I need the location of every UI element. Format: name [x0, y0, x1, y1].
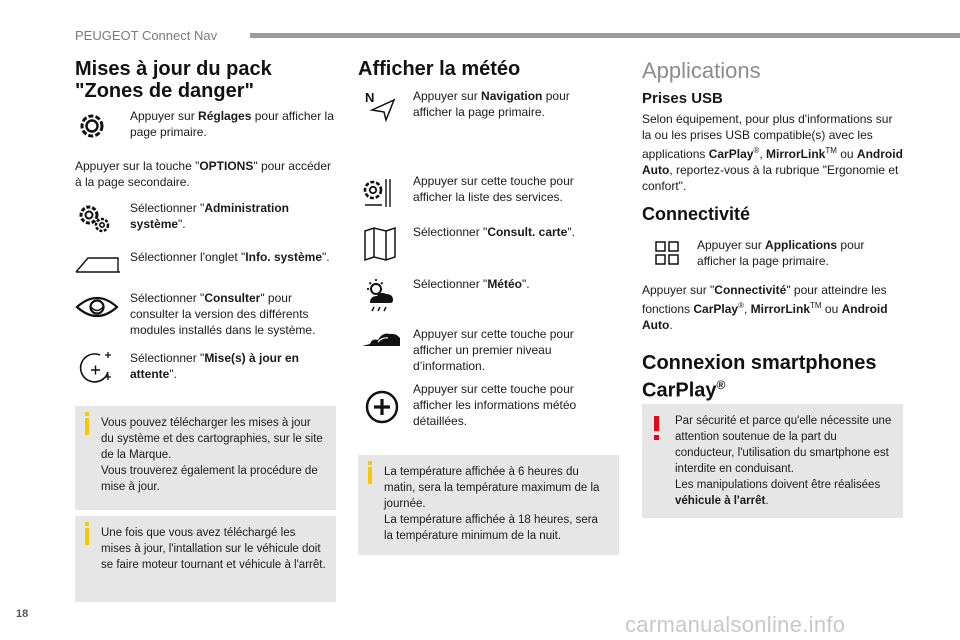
warning-text: Par sécurité et parce qu'elle nécessite une attention soutenue de la part du conducteur, l'utilisation du smartphone est interdite en conduisant.	[675, 415, 892, 475]
info-text: La température affichée à 18 heures, sera la température minimum de la nuit.	[384, 514, 598, 542]
warning-marker-icon	[654, 416, 659, 431]
step-text: Appuyer sur Réglages pour afficher la page primaire.	[130, 109, 334, 139]
info-marker-icon	[85, 528, 89, 545]
title-sup: ®	[716, 378, 726, 392]
info-marker-icon	[85, 418, 89, 435]
settings-gear-icon	[74, 108, 110, 144]
title-line: "Zones de danger"	[75, 80, 254, 102]
pending-updates-icon	[78, 350, 114, 386]
step-text: Sélectionner "Météo".	[413, 277, 530, 291]
info-text: La température affichée à 6 heures du matin, sera la température maximum de la journée.	[384, 466, 600, 510]
step-text: Sélectionner "Consulter" pour consulter la version des différents modules installés dans le système.	[130, 291, 316, 337]
connectivity-title: Connectivité	[642, 204, 751, 224]
weather-title: Afficher la météo	[358, 58, 521, 80]
svg-text:N: N	[365, 90, 375, 105]
connectivity-paragraph: Appuyer sur "Connectivité" pour atteindre les fonctions CarPlay®, MirrorLink™ ou Android Auto.	[642, 283, 888, 332]
step-text: Appuyer sur cette touche pour afficher la liste des services.	[413, 174, 574, 204]
title-line: CarPlay	[642, 379, 717, 402]
consult-eye-icon	[74, 292, 120, 322]
info-text: Vous pouvez télécharger les mises à jour du système et des cartographies, sur le site de la Marque.	[101, 417, 323, 461]
info-text: Une fois que vous avez téléchargé les mises à jour, l'intallation sur le véhicule doit se faire moteur tournant et véhicule à l'arrêt.	[101, 527, 326, 571]
pack-update-title	[75, 58, 345, 102]
navigation-icon	[364, 88, 398, 122]
step-text: Appuyer sur Applications pour afficher la page primaire.	[697, 238, 865, 268]
title-line: Mises à jour du pack	[75, 58, 272, 80]
info-box	[358, 455, 619, 555]
map-icon	[362, 226, 398, 262]
system-info-tab-icon	[74, 252, 122, 276]
watermark: carmanualsonline.info	[625, 612, 846, 637]
info-box	[75, 406, 336, 510]
warning-box	[642, 404, 903, 518]
header-title: PEUGEOT Connect Nav	[75, 28, 218, 43]
first-level-info-icon	[360, 330, 402, 350]
paragraph-text: Appuyer sur la touche "OPTIONS" pour accéder à la page secondaire.	[75, 159, 331, 189]
step-text: Appuyer sur cette touche pour afficher un premier niveau d’information.	[413, 327, 574, 373]
info-marker-icon	[368, 467, 372, 484]
services-list-icon	[360, 175, 396, 211]
detailed-info-plus-icon	[364, 389, 400, 425]
usb-title: Prises USB	[642, 90, 723, 107]
applications-grid-icon	[654, 240, 680, 266]
page-number: 18	[16, 608, 29, 620]
step-text: Sélectionner "Mise(s) à jour en attente".	[130, 351, 299, 381]
applications-title: Applications	[642, 58, 761, 83]
usb-paragraph: Selon équipement, pour plus d'informations sur la ou les prises USB compatible(s) avec les applications CarPlay®, MirrorLink™ ou Android Auto, reportez-vous à la rubrique "Ergonomie et confort".	[642, 112, 903, 193]
step-text: Sélectionner l'onglet "Info. système".	[130, 250, 330, 264]
weather-icon	[362, 276, 398, 312]
title-line: Connexion smartphones	[642, 352, 877, 374]
info-box	[75, 516, 336, 602]
header-divider	[250, 33, 960, 38]
step-text: Sélectionner "Administration système".	[130, 201, 289, 231]
info-text: Vous trouverez également la procédure de mise à jour.	[101, 465, 318, 493]
step-text: Appuyer sur cette touche pour afficher les informations météo détaillées.	[413, 382, 577, 428]
step-text: Sélectionner "Consult. carte".	[413, 225, 575, 239]
administration-gears-icon	[76, 200, 112, 236]
warning-text: Les manipulations doivent être réalisées véhicule à l'arrêt.	[675, 479, 881, 507]
smartphone-carplay-title	[642, 352, 912, 402]
step-text: Appuyer sur Navigation pour afficher la page primaire.	[413, 89, 570, 119]
